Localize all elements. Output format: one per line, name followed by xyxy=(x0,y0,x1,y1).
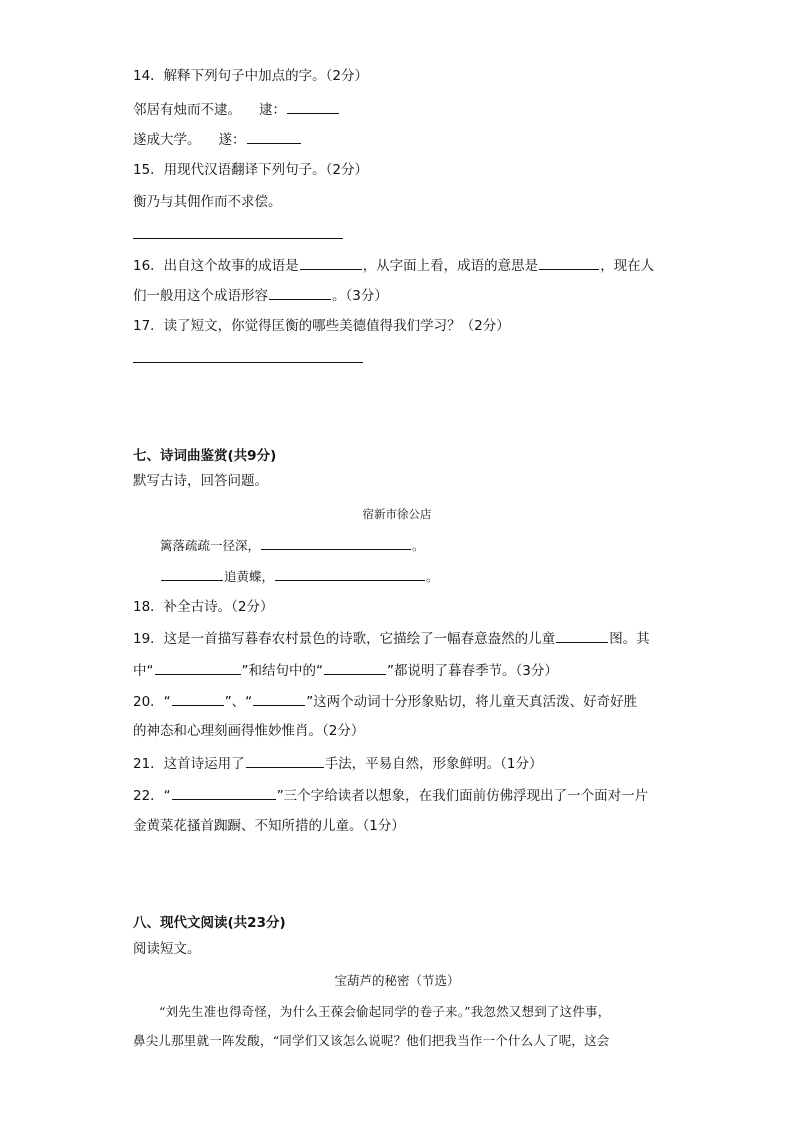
answer-blank[interactable] xyxy=(261,535,411,550)
answer-blank[interactable] xyxy=(246,753,324,768)
passage-line: 鼻尖儿那里就一阵发酸，“同学们又该怎么说呢？他们把我当作一个什么人了呢，这会 xyxy=(133,1033,610,1048)
answer-blank[interactable] xyxy=(275,566,425,581)
passage-title: 宝葫芦的秘密（节选） xyxy=(334,973,460,988)
answer-blank[interactable] xyxy=(247,129,301,144)
section7-heading: 七、诗词曲鉴赏(共9分) xyxy=(133,448,277,464)
answer-blank[interactable] xyxy=(324,660,386,675)
passage-body xyxy=(133,997,661,1055)
q14-line2-label: 遂： xyxy=(218,132,246,148)
q20-text: ”、“ xyxy=(224,694,253,710)
poem-title: 宿新市徐公店 xyxy=(362,507,432,521)
q14-line1-label: 逮： xyxy=(259,102,286,118)
section7-instruction: 默写古诗，回答问题。 xyxy=(133,473,268,489)
answer-blank[interactable] xyxy=(172,691,224,706)
section8-heading: 八、现代文阅读(共23分) xyxy=(133,915,286,931)
q19-text: 中“ xyxy=(133,663,154,679)
answer-blank[interactable] xyxy=(161,566,223,581)
answer-blank[interactable] xyxy=(172,785,276,800)
answer-blank[interactable] xyxy=(539,255,599,270)
q19-text: 图。其 xyxy=(609,631,650,647)
q14-line1 xyxy=(133,99,340,120)
q16-text: 们一般用这个成语形容 xyxy=(133,288,268,304)
section8-instruction: 阅读短文。 xyxy=(133,941,201,957)
q16-line2 xyxy=(133,285,388,306)
q21-text: 21．这首诗运用了 xyxy=(133,756,245,772)
q15-sentence: 衡乃与其佣作而不求偿。 xyxy=(133,194,282,210)
q20-line2: 的神态和心理刻画得惟妙惟肖。（2分） xyxy=(133,723,365,739)
q19-line2 xyxy=(133,660,558,681)
answer-line[interactable] xyxy=(133,238,343,239)
q22-line1 xyxy=(133,785,648,806)
answer-blank[interactable] xyxy=(269,285,331,300)
answer-blank[interactable] xyxy=(300,255,362,270)
q22-text: ”三个字给读者以想象，在我们面前仿佛浮现出了一个面对一片 xyxy=(276,788,649,804)
q15-title: 15．用现代汉语翻译下列句子。（2分） xyxy=(133,162,369,178)
poem-punct: 。 xyxy=(412,538,425,553)
q19-text: ”和结句中的“ xyxy=(241,663,323,679)
q19-text: 19．这是一首描写暮春农村景色的诗歌，它描绘了一幅春意盎然的儿童 xyxy=(133,631,556,647)
q14-line2 xyxy=(133,129,302,150)
q14-line2-text: 遂成大学。 xyxy=(133,132,201,148)
poem-punct: 。 xyxy=(426,569,439,584)
q16-text: ，现在人 xyxy=(600,258,655,274)
q22-text: 22．“ xyxy=(133,788,171,804)
answer-line[interactable] xyxy=(133,362,363,363)
q16-text: 。（3分） xyxy=(332,288,388,304)
q16-line1 xyxy=(133,255,654,276)
q14-line1-text: 邻居有烛而不逮。 xyxy=(133,102,241,118)
q21-line xyxy=(133,753,543,774)
q20-text: 20．“ xyxy=(133,694,171,710)
q22-line2: 金黄菜花搔首踟蹰、不知所措的儿童。（1分） xyxy=(133,818,405,834)
q17-title: 17．读了短文，你觉得匡衡的哪些美德值得我们学习？（2分） xyxy=(133,318,510,334)
q18-title: 18．补全古诗。（2分） xyxy=(133,599,274,615)
q19-text: ”都说明了暮春季节。（3分） xyxy=(387,663,558,679)
answer-blank[interactable] xyxy=(287,99,339,114)
passage-line: “刘先生准也得奇怪，为什么王葆会偷起同学的卷子来。”我忽然又想到了这件事， xyxy=(159,1004,611,1019)
q14-title: 14．解释下列句子中加点的字。（2分） xyxy=(133,68,369,84)
poem-text: 篱落疏疏一径深， xyxy=(160,538,261,553)
q20-text: ”这两个动词十分形象贴切，将儿童天真活泼、好奇好胜 xyxy=(306,694,638,710)
q19-line1 xyxy=(133,628,650,649)
q20-line1 xyxy=(133,691,637,712)
answer-blank[interactable] xyxy=(556,628,608,643)
poem-line2 xyxy=(160,566,439,587)
poem-line1 xyxy=(160,535,425,556)
q21-text: 手法，平易自然，形象鲜明。（1分） xyxy=(324,756,543,772)
q16-text: ，从字面上看，成语的意思是 xyxy=(362,258,539,274)
answer-blank[interactable] xyxy=(155,660,241,675)
answer-blank[interactable] xyxy=(253,691,305,706)
q16-text: 16．出自这个故事的成语是 xyxy=(133,258,299,274)
poem-text: 追黄蝶， xyxy=(224,569,275,584)
